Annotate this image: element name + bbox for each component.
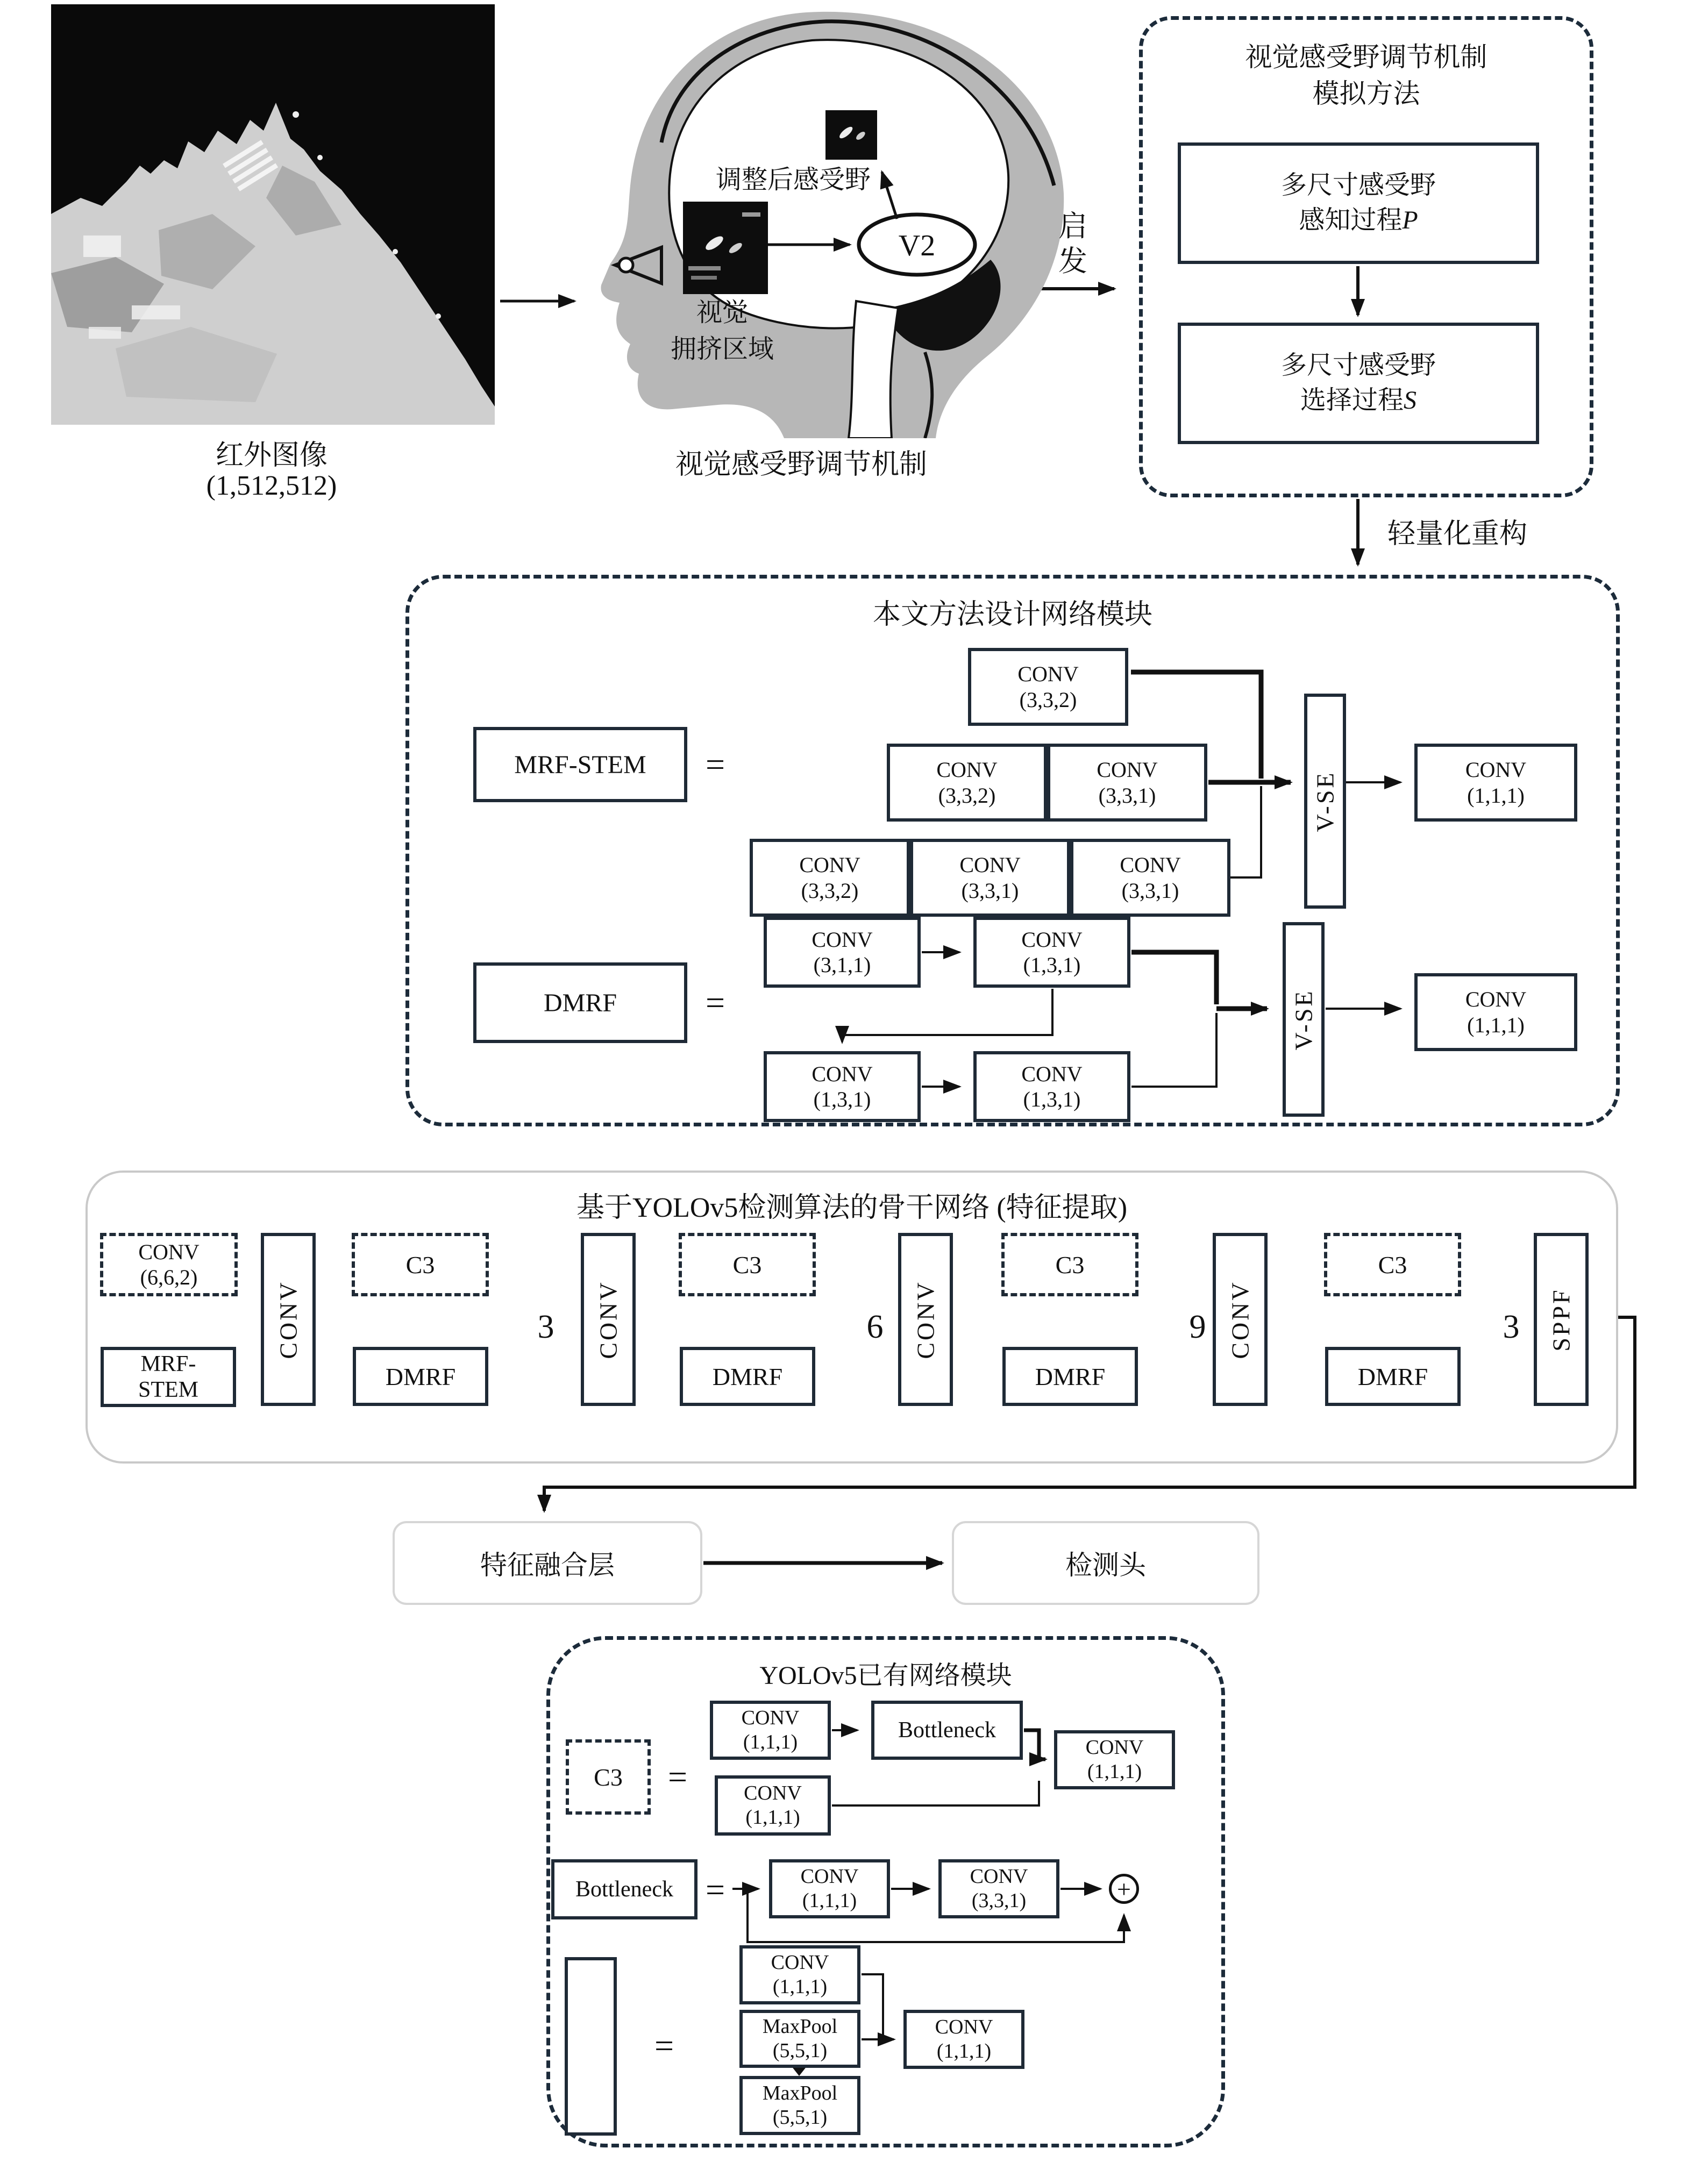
dmrf-label-box: DMRF — [473, 962, 687, 1043]
conv-box-mrf-r3c3: CONV (3,3,1) — [1070, 839, 1230, 917]
brain-caption: 视觉感受野调节机制 — [675, 449, 927, 480]
mrf-equals: = — [705, 745, 725, 783]
v2-label: V2 — [898, 229, 936, 262]
conv-box-dmrf-b1: CONV (1,3,1) — [764, 1051, 921, 1122]
c3-def-label-box: C3 — [566, 1739, 651, 1815]
conv-box-bn-1: CONV (1,1,1) — [769, 1859, 890, 1918]
dmrf-equals: = — [705, 983, 725, 1022]
conv-box-dmrf-b2: CONV (1,3,1) — [973, 1051, 1130, 1122]
conv-box-c3-b: CONV (1,1,1) — [715, 1775, 831, 1836]
bottleneck-def-equals: = — [705, 1871, 725, 1909]
c3-dashed-box-3: C3 — [1001, 1233, 1138, 1296]
stem-conv-dashed-box: CONV (6,6,2) — [100, 1233, 238, 1296]
adjusted-patch — [825, 110, 877, 160]
sim-method-title-2: 模拟方法 — [1312, 78, 1420, 109]
conv-box-mrf-r3c2: CONV (3,3,1) — [910, 839, 1070, 917]
perception-box — [1178, 142, 1539, 264]
backbone-conv-4: CONV — [1213, 1233, 1268, 1406]
crowding-label-1: 视觉 — [696, 298, 749, 327]
brain-figure — [581, 8, 1070, 438]
yolo-modules-title: YOLOv5已有网络模块 — [759, 1661, 1012, 1690]
repeat-count-1: 3 — [537, 1308, 554, 1345]
repeat-count-3: 9 — [1189, 1308, 1206, 1345]
selection-line-2: 选择过程S — [1300, 386, 1417, 415]
conv-box-dmrf-out: CONV (1,1,1) — [1414, 973, 1577, 1051]
repeat-count-2: 6 — [866, 1308, 884, 1345]
add-icon: + — [1109, 1874, 1139, 1904]
conv-box-sppf-in: CONV (1,1,1) — [739, 1945, 860, 2004]
conv-box-mrf-out: CONV (1,1,1) — [1414, 744, 1577, 822]
mrf-stem-box: MRF- STEM — [101, 1347, 236, 1407]
dmrf-box-2: DMRF — [680, 1347, 815, 1406]
vse-box-mrf: V-SE — [1304, 694, 1346, 909]
inspire-label-1: 启 — [1058, 210, 1087, 242]
fusion-layer-box: 特征融合层 — [393, 1521, 702, 1605]
lightweight-label: 轻量化重构 — [1387, 518, 1528, 549]
conv-box-mrf-r2c2: CONV (3,3,1) — [1047, 744, 1207, 822]
infrared-image — [51, 4, 495, 425]
repeat-count-4: 3 — [1503, 1308, 1520, 1345]
sppf-def-label-box — [565, 1957, 617, 2136]
brain-stem — [849, 301, 898, 438]
sim-method-title-1: 视觉感受野调节机制 — [1245, 42, 1487, 72]
infrared-size-caption: (1,512,512) — [206, 470, 337, 501]
c3-dashed-box-2: C3 — [679, 1233, 816, 1296]
c3-dashed-box-4: C3 — [1324, 1233, 1461, 1296]
c3-dashed-box-1: C3 — [352, 1233, 489, 1296]
maxpool-box-1: MaxPool (5,5,1) — [739, 2010, 860, 2068]
sppf-box: SPPF — [1534, 1233, 1589, 1406]
infrared-caption: 红外图像 — [215, 440, 328, 471]
conv-box-mrf-r2c1: CONV (3,3,2) — [887, 744, 1047, 822]
bottleneck-box-c3: Bottleneck — [871, 1701, 1023, 1760]
conv-box-sppf-out: CONV (1,1,1) — [903, 2010, 1024, 2069]
designed-modules-title: 本文方法设计网络模块 — [872, 599, 1152, 630]
backbone-conv-1: CONV — [261, 1233, 316, 1406]
dmrf-box-4: DMRF — [1325, 1347, 1461, 1406]
bottleneck-def-label-box: Bottleneck — [551, 1859, 697, 1919]
conv-box-c3-out: CONV (1,1,1) — [1054, 1730, 1175, 1789]
conv-box-mrf-r3c1: CONV (3,3,2) — [750, 839, 910, 917]
dmrf-box-1: DMRF — [353, 1347, 488, 1406]
dmrf-box-3: DMRF — [1002, 1347, 1138, 1406]
conv-box-c3-a: CONV (1,1,1) — [710, 1701, 831, 1760]
detection-head-box: 检测头 — [952, 1521, 1259, 1605]
crowding-label-2: 拥挤区域 — [670, 335, 774, 363]
conv-box-mrf-r1c1: CONV (3,3,2) — [968, 648, 1128, 726]
adjusted-rf-label: 调整后感受野 — [715, 166, 871, 194]
sppf-def-equals: = — [654, 2026, 674, 2065]
selection-box — [1178, 323, 1539, 444]
conv-box-bn-2: CONV (3,3,1) — [938, 1859, 1059, 1918]
backbone-conv-3: CONV — [898, 1233, 953, 1406]
inspire-label-2: 发 — [1058, 245, 1087, 277]
conv-box-dmrf-t1: CONV (3,1,1) — [764, 917, 921, 988]
perception-line-2: 感知过程P — [1299, 206, 1418, 234]
vse-box-dmrf: V-SE — [1283, 922, 1325, 1117]
crowded-patch — [683, 202, 768, 294]
perception-line-1: 多尺寸感受野 — [1280, 171, 1436, 200]
backbone-title: 基于YOLOv5检测算法的骨干网络 (特征提取) — [576, 1192, 1128, 1223]
mrf-stem-label-box: MRF-STEM — [473, 727, 687, 802]
conv-box-dmrf-t2: CONV (1,3,1) — [973, 917, 1130, 988]
selection-line-1: 多尺寸感受野 — [1280, 351, 1436, 380]
backbone-conv-2: CONV — [581, 1233, 636, 1406]
c3-def-equals: = — [667, 1758, 688, 1796]
maxpool-box-2: MaxPool (5,5,1) — [739, 2076, 860, 2135]
